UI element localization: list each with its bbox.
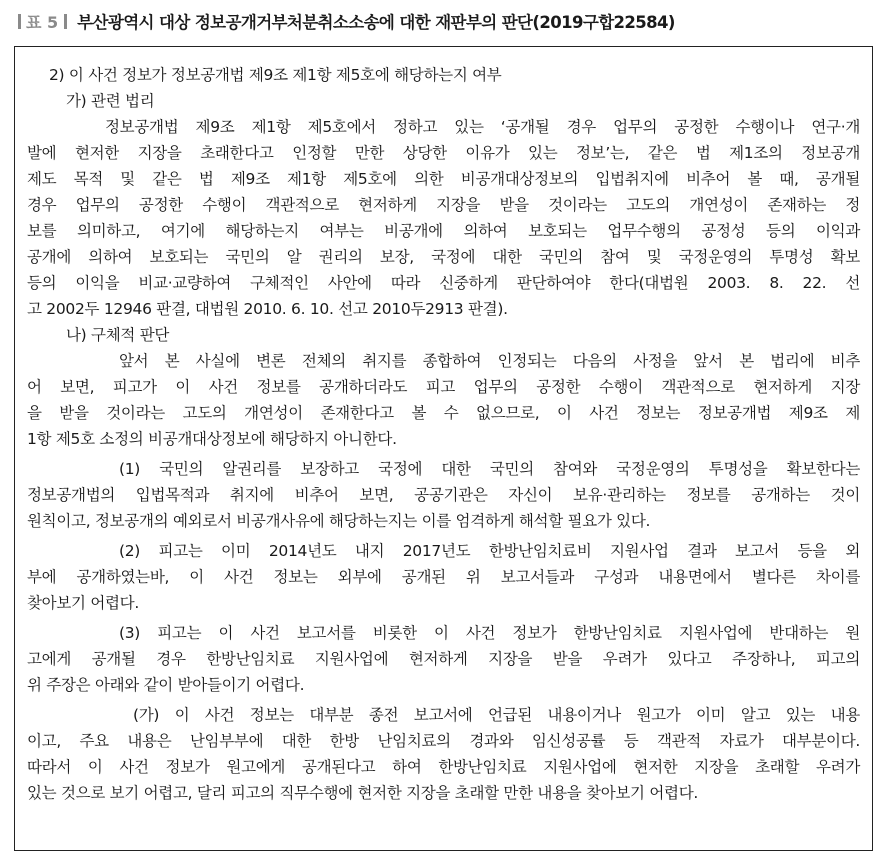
paragraph-line: 위 주장은 아래와 같이 받아들이기 어렵다. <box>27 676 305 694</box>
paragraph-line: 정보공개법 제9조 제1항 제5호에서 정하고 있는 ‘공개될 경우 업무의 공정한 수행이나 연구·개 <box>105 118 860 136</box>
paragraph-line: 1항 제5호 소정의 비공개대상정보에 해당하지 아니한다. <box>27 430 397 448</box>
paragraph-line: (3) 피고는 이 사건 보고서를 비롯한 이 사건 정보가 한방난임치료 지원사업에 반대하는 원 <box>119 624 860 642</box>
paragraph-line: 등의 이익을 비교·교량하여 구체적인 사안에 따라 신중하게 판단하여야 한다(대법원 2003. 8. 22. 선 <box>27 274 860 292</box>
paragraph-line: 이고, 주요 내용은 난임부부에 대한 한방 난임치료의 경과와 임신성공률 등 객관적 자료가 대부분이다. <box>27 732 860 750</box>
paragraph-line: 공개에 의하여 보호되는 국민의 알 권리의 보장, 국정에 대한 국민의 참여 및 국정운영의 투명성 확보 <box>27 248 860 266</box>
paragraph-line: 고에게 공개될 경우 한방난임치료 지원사업에 현저하게 지장을 받을 우려가 있다고 주장하나, 피고의 <box>27 650 860 668</box>
paragraph-line: 찾아보기 어렵다. <box>27 594 139 612</box>
paragraph-line: 경우 업무의 공정한 수행이 객관적으로 현저하게 지장을 받을 것이라는 고도의 개연성이 존재하는 정 <box>27 196 860 214</box>
paragraph-line: 정보공개법의 입법목적과 취지에 비추어 보면, 공공기관은 자신이 보유·관리하는 정보를 공개하는 것이 <box>27 486 860 504</box>
paragraph-line: 따라서 이 사건 정보가 원고에게 공개된다고 하여 한방난임치료 지원사업에 현저한 지장을 초래할 우려가 <box>27 758 860 776</box>
table-label: 표 5 <box>26 12 59 32</box>
paragraph-line: 을 받을 것이라는 고도의 개연성이 존재한다고 볼 수 없으므로, 이 사건 정보는 정보공개법 제9조 제 <box>27 404 860 422</box>
subsection-heading: 나) 구체적 판단 <box>66 326 170 344</box>
table-caption <box>18 8 878 34</box>
paragraph-line: (2) 피고는 이미 2014년도 내지 2017년도 한방난임치료비 지원사업 결과 보고서 등을 외 <box>119 542 860 560</box>
paragraph-line: (1) 국민의 알권리를 보장하고 국정에 대한 국민의 참여와 국정운영의 투명성을 확보한다는 <box>119 460 860 478</box>
paragraph-line: 어 보면, 피고가 이 사건 정보를 공개하더라도 피고 업무의 공정한 수행이 객관적으로 현저하게 지장 <box>27 378 860 396</box>
table-title: 부산광역시 대상 정보공개거부처분취소소송에 대한 재판부의 판단(2019구합22584) <box>77 13 675 32</box>
ruling-text-box <box>14 46 873 851</box>
paragraph-line: 부에 공개하였는바, 이 사건 정보는 외부에 공개된 위 보고서들과 구성과 내용면에서 별다른 차이를 <box>27 568 860 586</box>
paragraph-line: 앞서 본 사실에 변론 전체의 취지를 종합하여 인정되는 다음의 사정을 앞서 본 법리에 비추 <box>119 352 860 370</box>
paragraph-line: 발에 현저한 지장을 초래한다고 인정할 만한 상당한 이유가 있는 정보’는, 같은 법 제1조의 정보공개 <box>27 144 860 162</box>
paragraph-line: 제도 목적 및 같은 법 제9조 제1항 제5호에 의한 비공개대상정보의 입법취지에 비추어 볼 때, 공개될 <box>27 170 860 188</box>
paragraph-line: 고 2002두 12946 판결, 대법원 2010. 6. 10. 선고 2010두2913 판결). <box>27 300 508 318</box>
paragraph-line: 원칙이고, 정보공개의 예외로서 비공개사유에 해당하는지는 이를 엄격하게 해석할 필요가 있다. <box>27 512 651 530</box>
paragraph-line: (가) 이 사건 정보는 대부분 종전 보고서에 언급된 내용이거나 원고가 이미 알고 있는 내용 <box>133 706 860 724</box>
section-heading: 2) 이 사건 정보가 정보공개법 제9조 제1항 제5호에 해당하는지 여부 <box>49 66 502 84</box>
caption-bar-right <box>64 14 67 29</box>
paragraph-line: 보를 의미하고, 여기에 해당하는지 여부는 비공개에 의하여 보호되는 업무수행의 공정성 등의 이익과 <box>27 222 860 240</box>
subsection-heading: 가) 관련 법리 <box>66 92 155 110</box>
paragraph-line: 있는 것으로 보기 어렵고, 달리 피고의 직무수행에 현저한 지장을 초래할 만한 내용을 찾아보기 어렵다. <box>27 784 699 802</box>
caption-bar-left <box>18 14 21 29</box>
